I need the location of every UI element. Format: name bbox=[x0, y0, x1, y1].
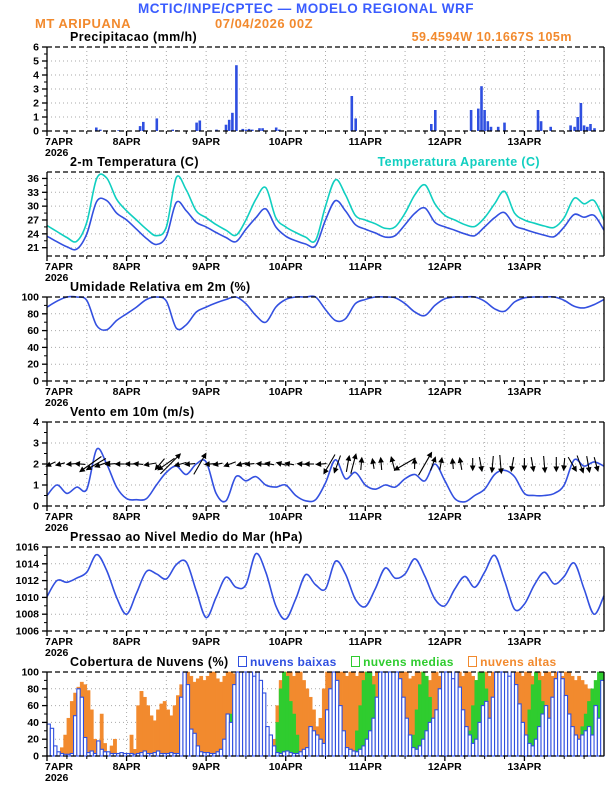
y-tick-label: 1016 bbox=[15, 541, 39, 554]
x-tick-label: 12APR bbox=[427, 136, 462, 148]
y-tick-label: 1 bbox=[33, 111, 39, 124]
y-tick-label: 0 bbox=[33, 500, 39, 513]
x-tick-label: 13APR bbox=[507, 261, 542, 273]
x-tick-label: 7APR bbox=[45, 136, 74, 148]
x-tick-label: 11APR bbox=[348, 261, 382, 273]
y-tick-label: 20 bbox=[27, 733, 39, 746]
x-axis-year-label: 2026 bbox=[45, 272, 69, 284]
panel-title-apparent-temperature: Temperatura Aparente (C) bbox=[377, 155, 540, 169]
y-tick-label: 2 bbox=[33, 97, 39, 110]
legend-label-altas: nuvens altas bbox=[480, 654, 557, 669]
x-tick-label: 12APR bbox=[427, 386, 462, 398]
y-axis-humidity bbox=[21, 292, 47, 388]
x-tick-label: 11APR bbox=[348, 511, 382, 523]
x-axis-humidity bbox=[45, 381, 584, 409]
y-axis-precipitation bbox=[33, 42, 47, 138]
y-tick-label: 2 bbox=[33, 458, 39, 471]
x-tick-label: 10APR bbox=[268, 136, 303, 148]
y-axis-clouds bbox=[21, 667, 47, 763]
x-tick-label: 13APR bbox=[507, 636, 542, 648]
gridlines-precipitation bbox=[47, 47, 604, 131]
x-tick-label: 13APR bbox=[507, 511, 542, 523]
y-tick-label: 5 bbox=[33, 55, 39, 68]
y-tick-label: 60 bbox=[27, 325, 39, 338]
y-tick-label: 1012 bbox=[15, 575, 39, 588]
x-tick-label: 12APR bbox=[427, 511, 462, 523]
x-axis-year-label: 2026 bbox=[45, 522, 69, 534]
x-tick-label: 13APR bbox=[507, 761, 542, 773]
x-tick-label: 10APR bbox=[268, 386, 303, 398]
x-axis-year-label: 2026 bbox=[45, 397, 69, 409]
location-coordinates: 59.4594W 10.1667S 105m bbox=[411, 30, 572, 44]
x-tick-label: 9APR bbox=[192, 761, 221, 773]
x-tick-label: 7APR bbox=[45, 636, 74, 648]
panel-temperature bbox=[27, 172, 604, 284]
y-tick-label: 80 bbox=[27, 683, 39, 696]
x-tick-label: 13APR bbox=[507, 386, 542, 398]
y-tick-label: 30 bbox=[27, 200, 39, 213]
precipitation-bars bbox=[95, 65, 596, 131]
station-label: MT ARIPUANA bbox=[35, 16, 132, 31]
y-tick-label: 100 bbox=[21, 291, 39, 304]
x-tick-label: 9APR bbox=[192, 136, 221, 148]
x-axis-pressure bbox=[45, 631, 584, 659]
x-tick-label: 9APR bbox=[192, 261, 221, 273]
y-tick-label: 4 bbox=[33, 69, 39, 82]
y-tick-label: 0 bbox=[33, 750, 39, 763]
panel-title-pressure: Pressao ao Nivel Medio do Mar (hPa) bbox=[70, 530, 303, 544]
x-tick-label: 11APR bbox=[348, 636, 382, 648]
y-axis-pressure bbox=[16, 542, 47, 638]
x-tick-label: 8APR bbox=[112, 136, 141, 148]
x-tick-label: 9APR bbox=[192, 636, 221, 648]
y-tick-label: 4 bbox=[33, 416, 39, 429]
x-tick-label: 9APR bbox=[192, 511, 221, 523]
x-tick-label: 10APR bbox=[268, 636, 303, 648]
x-tick-label: 7APR bbox=[45, 761, 74, 773]
y-axis-temperature bbox=[27, 173, 47, 254]
y-tick-label: 33 bbox=[27, 186, 39, 199]
panel-title-precipitation: Precipitacao (mm/h) bbox=[70, 30, 198, 44]
line-Vento-em-10m-(m/s) bbox=[47, 448, 604, 502]
y-tick-label: 21 bbox=[27, 242, 39, 255]
y-tick-label: 40 bbox=[27, 341, 39, 354]
x-tick-label: 12APR bbox=[427, 761, 462, 773]
y-tick-label: 80 bbox=[27, 308, 39, 321]
panel-title-temperature: 2-m Temperatura (C) bbox=[70, 155, 199, 169]
y-axis-wind bbox=[33, 417, 47, 513]
x-axis-clouds bbox=[45, 756, 584, 784]
x-tick-label: 10APR bbox=[268, 761, 303, 773]
x-tick-label: 11APR bbox=[348, 136, 382, 148]
panel-title-wind: Vento em 10m (m/s) bbox=[70, 405, 195, 419]
model-title: MCTIC/INPE/CPTEC — MODELO REGIONAL WRF bbox=[138, 1, 474, 16]
x-axis-precipitation bbox=[45, 131, 584, 159]
x-tick-label: 13APR bbox=[507, 136, 542, 148]
x-tick-label: 10APR bbox=[268, 511, 303, 523]
y-tick-label: 6 bbox=[33, 41, 39, 54]
y-tick-label: 1 bbox=[33, 479, 39, 492]
panel-pressure bbox=[16, 542, 604, 660]
x-tick-label: 7APR bbox=[45, 261, 74, 273]
y-tick-label: 36 bbox=[27, 172, 39, 185]
x-axis-year-label: 2026 bbox=[45, 647, 69, 659]
x-tick-label: 7APR bbox=[45, 511, 74, 523]
y-tick-label: 1014 bbox=[15, 558, 39, 571]
x-axis-wind bbox=[45, 506, 584, 534]
x-tick-label: 8APR bbox=[112, 511, 141, 523]
x-tick-label: 10APR bbox=[268, 261, 303, 273]
x-axis-year-label: 2026 bbox=[45, 772, 69, 784]
y-tick-label: 27 bbox=[27, 214, 39, 227]
x-tick-label: 12APR bbox=[427, 636, 462, 648]
panel-precipitation bbox=[33, 42, 604, 160]
panel-humidity bbox=[21, 292, 604, 410]
x-tick-label: 8APR bbox=[112, 261, 141, 273]
x-tick-label: 8APR bbox=[112, 386, 141, 398]
y-tick-label: 100 bbox=[21, 666, 39, 679]
legend-label-medias: nuvens medias bbox=[363, 654, 454, 669]
y-tick-label: 20 bbox=[27, 358, 39, 371]
x-tick-label: 7APR bbox=[45, 386, 74, 398]
y-tick-label: 1008 bbox=[15, 608, 39, 621]
x-tick-label: 12APR bbox=[427, 261, 462, 273]
y-tick-label: 3 bbox=[33, 83, 39, 96]
panel-wind bbox=[33, 417, 604, 535]
panel-clouds bbox=[21, 667, 604, 785]
panel-title-clouds: Cobertura de Nuvens (%) bbox=[70, 655, 229, 669]
y-tick-label: 24 bbox=[27, 228, 39, 241]
y-tick-label: 3 bbox=[33, 437, 39, 450]
x-tick-label: 9APR bbox=[192, 386, 221, 398]
y-tick-label: 60 bbox=[27, 700, 39, 713]
run-datetime: 07/04/2026 00Z bbox=[215, 16, 314, 31]
x-tick-label: 8APR bbox=[112, 761, 141, 773]
y-tick-label: 1006 bbox=[15, 625, 39, 638]
x-axis-year-label: 2026 bbox=[45, 147, 69, 159]
panel-title-humidity: Umidade Relativa em 2m (%) bbox=[70, 280, 251, 294]
legend-label-baixas: nuvens baixas bbox=[250, 654, 337, 669]
x-axis-temperature bbox=[45, 256, 584, 284]
y-tick-label: 40 bbox=[27, 716, 39, 729]
x-tick-label: 11APR bbox=[348, 761, 382, 773]
x-tick-label: 11APR bbox=[348, 386, 382, 398]
y-tick-label: 1010 bbox=[15, 591, 39, 604]
x-tick-label: 8APR bbox=[112, 636, 141, 648]
y-tick-label: 0 bbox=[33, 125, 39, 138]
y-tick-label: 0 bbox=[33, 375, 39, 388]
